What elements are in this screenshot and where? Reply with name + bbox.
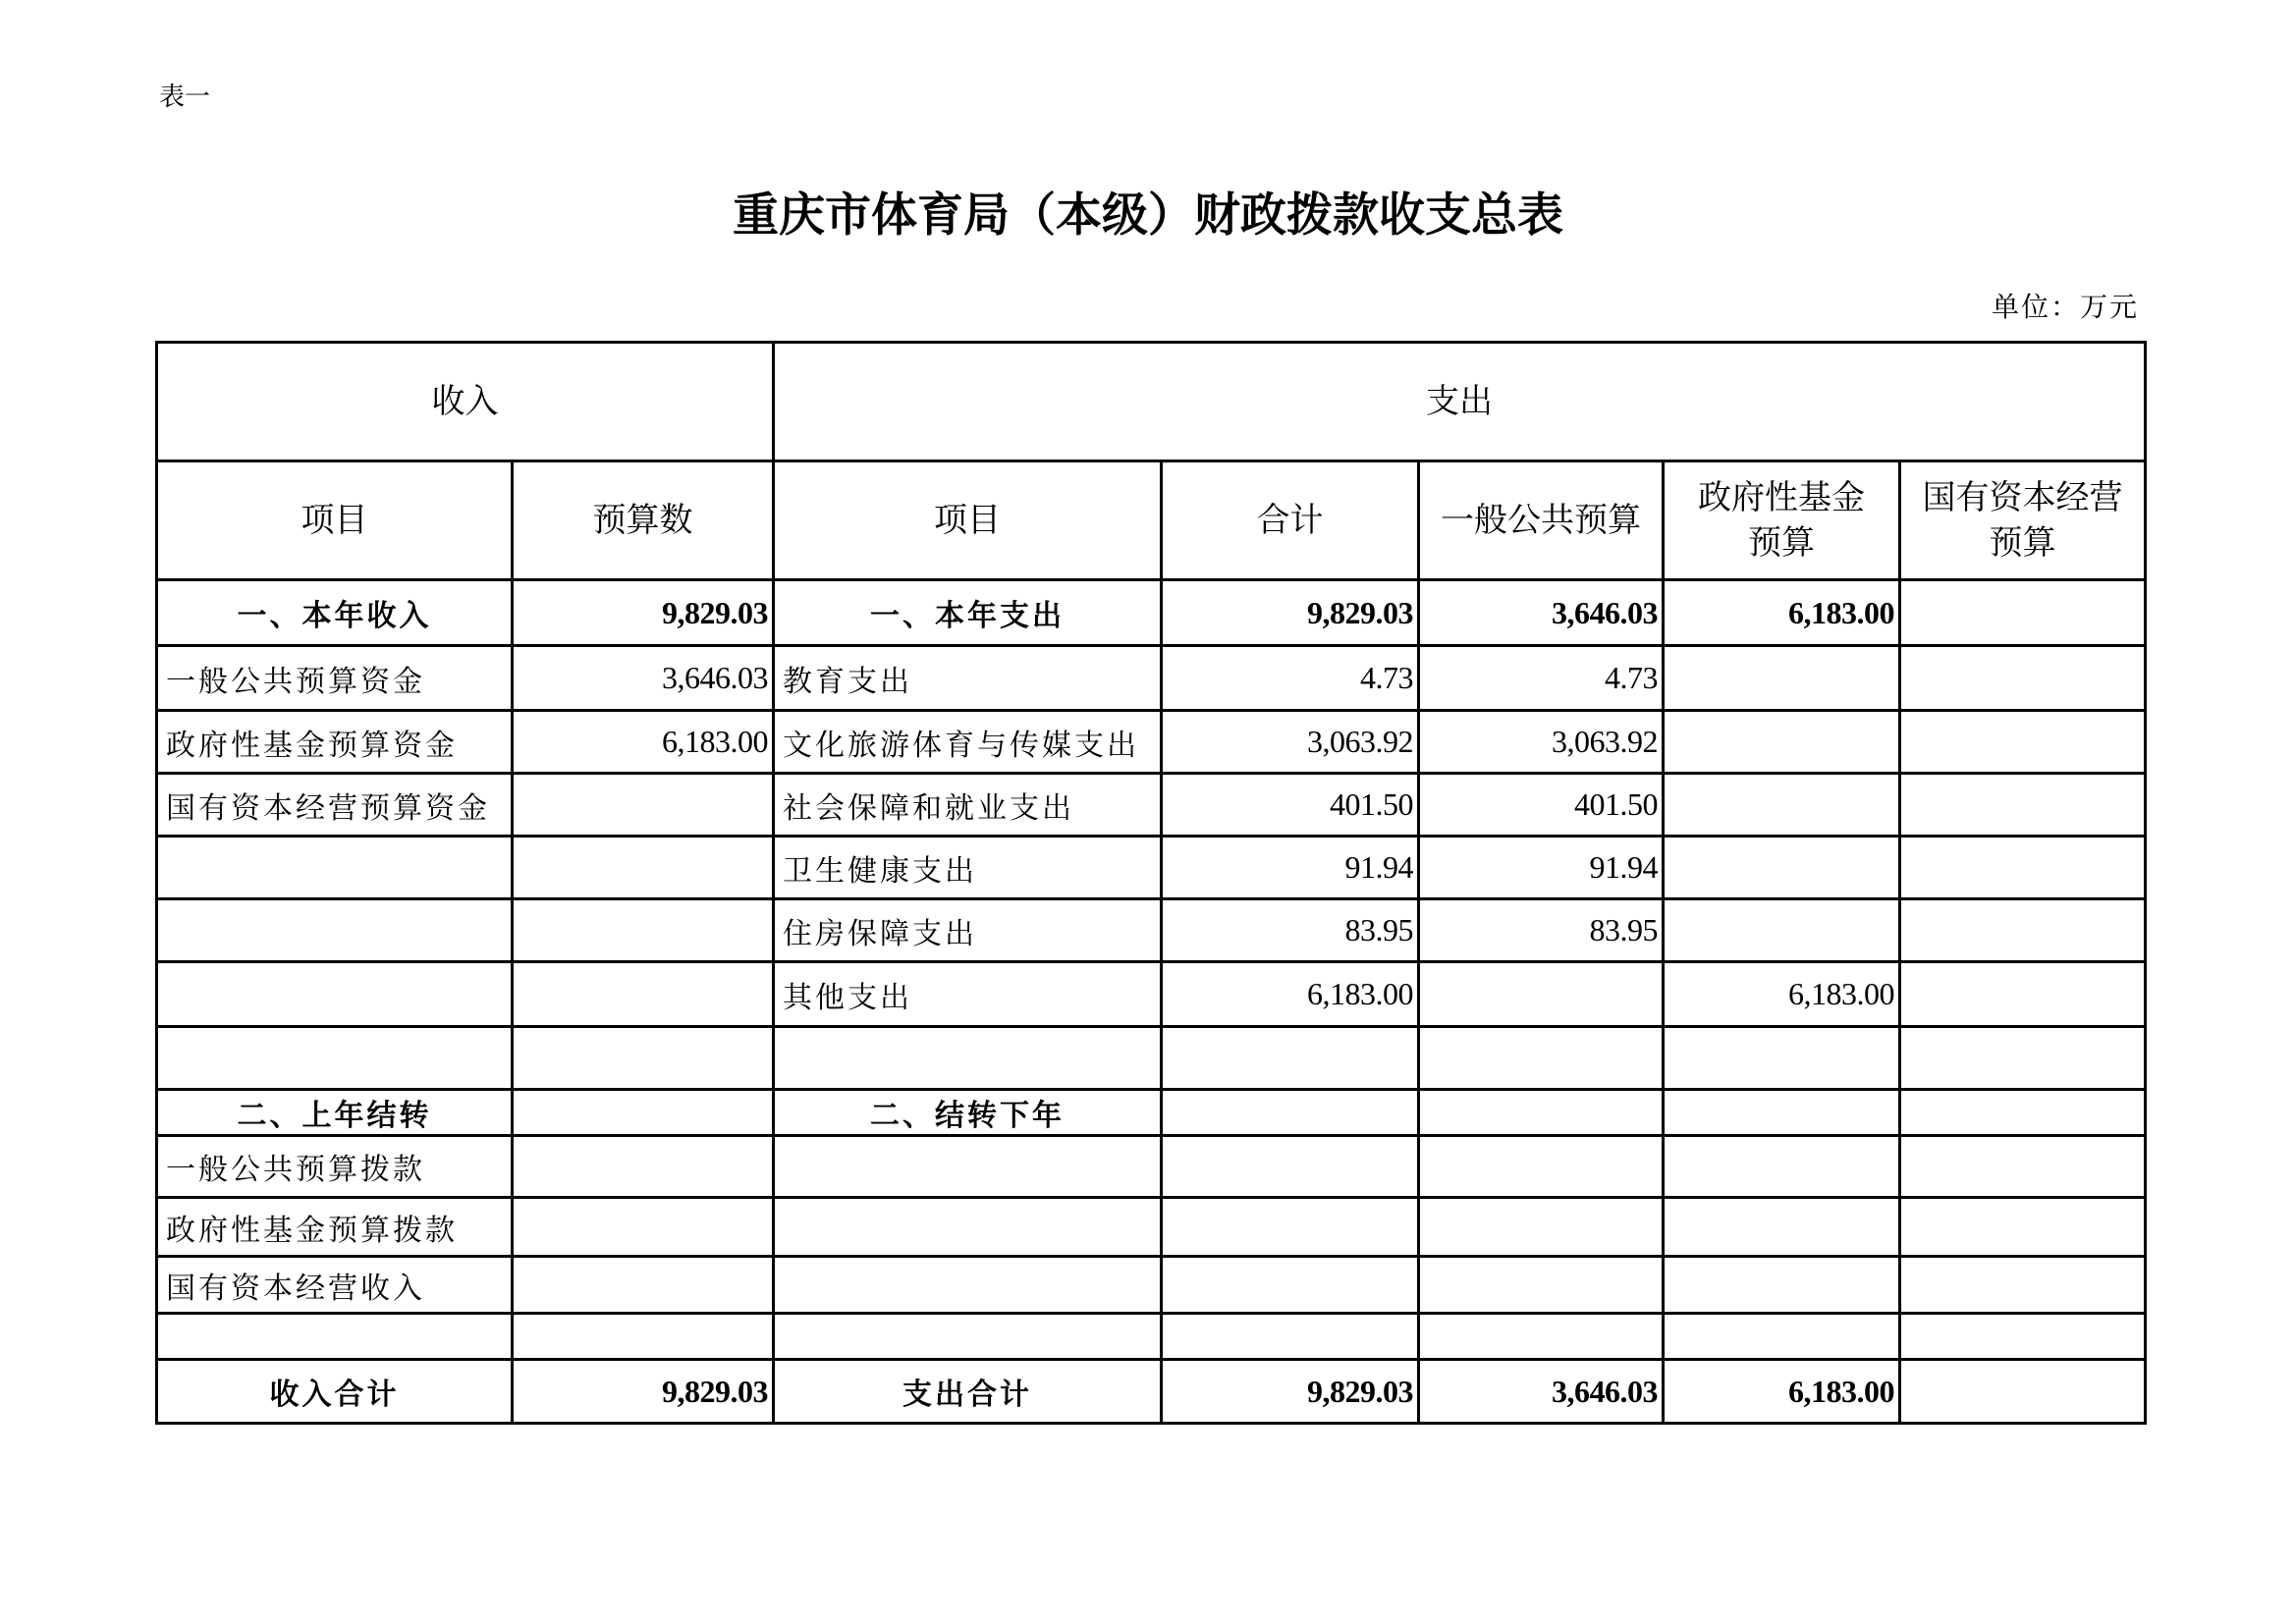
income-budget <box>513 774 774 837</box>
income-item: 一、本年收入 <box>157 580 513 646</box>
gov-fund-total: 6,183.00 <box>1664 1360 1900 1424</box>
gov-fund-value <box>1664 837 1900 899</box>
expense-item: 社会保障和就业支出 <box>774 774 1162 837</box>
fiscal-summary-table <box>155 341 2147 1425</box>
table-label: 表一 <box>159 82 211 112</box>
income-item <box>157 899 513 962</box>
state-capital-value <box>1900 899 2146 962</box>
general-public-value <box>1419 1198 1664 1257</box>
income-budget <box>513 1198 774 1257</box>
table-row <box>157 899 2146 962</box>
income-item: 国有资本经营收入 <box>157 1257 513 1314</box>
expense-total <box>1162 1257 1419 1314</box>
table-row <box>157 774 2146 837</box>
income-item <box>157 962 513 1027</box>
income-budget <box>513 837 774 899</box>
gov-fund-value <box>1664 1027 1900 1090</box>
state-capital-value <box>1900 962 2146 1027</box>
expense-item: 卫生健康支出 <box>774 837 1162 899</box>
expense-item <box>774 1198 1162 1257</box>
table-row <box>157 1198 2146 1257</box>
income-group-header: 收入 <box>157 343 774 461</box>
general-public-total: 3,646.03 <box>1419 1360 1664 1424</box>
table-row <box>157 711 2146 774</box>
income-item <box>157 1314 513 1360</box>
income-item: 政府性基金预算拨款 <box>157 1198 513 1257</box>
col-expense-total: 合计 <box>1162 461 1419 580</box>
gov-fund-value <box>1664 774 1900 837</box>
general-public-value: 83.95 <box>1419 899 1664 962</box>
gov-fund-value <box>1664 1136 1900 1198</box>
state-capital-value <box>1900 580 2146 646</box>
table-row <box>157 1257 2146 1314</box>
income-budget: 3,646.03 <box>513 646 774 711</box>
state-capital-value <box>1900 1027 2146 1090</box>
general-public-value: 91.94 <box>1419 837 1664 899</box>
income-item: 国有资本经营预算资金 <box>157 774 513 837</box>
col-state-capital-line2: 预算 <box>1989 523 2056 563</box>
state-capital-value <box>1900 711 2146 774</box>
table-row-blank <box>157 1027 2146 1090</box>
gov-fund-value: 6,183.00 <box>1664 580 1900 646</box>
expense-item: 一、本年支出 <box>774 580 1162 646</box>
expense-total: 83.95 <box>1162 899 1419 962</box>
income-total-value: 9,829.03 <box>513 1360 774 1424</box>
expense-item: 文化旅游体育与传媒支出 <box>774 711 1162 774</box>
expense-total <box>1162 1136 1419 1198</box>
expense-item <box>774 1314 1162 1360</box>
expense-item: 其他支出 <box>774 962 1162 1027</box>
state-capital-value <box>1900 1314 2146 1360</box>
group-header-row <box>157 343 2146 461</box>
general-public-value: 3,063.92 <box>1419 711 1664 774</box>
table-row <box>157 1090 2146 1136</box>
general-public-value: 4.73 <box>1419 646 1664 711</box>
expense-total: 9,829.03 <box>1162 580 1419 646</box>
gov-fund-value <box>1664 899 1900 962</box>
col-state-capital-line1: 国有资本经营 <box>1922 478 2123 517</box>
expense-total: 3,063.92 <box>1162 711 1419 774</box>
income-budget <box>513 1314 774 1360</box>
general-public-value <box>1419 1257 1664 1314</box>
table-row <box>157 837 2146 899</box>
column-header-row <box>157 461 2146 580</box>
expense-total <box>1162 1198 1419 1257</box>
income-budget <box>513 1257 774 1314</box>
expense-item <box>774 1136 1162 1198</box>
income-budget <box>513 1090 774 1136</box>
income-total-label: 收入合计 <box>157 1360 513 1424</box>
income-budget: 6,183.00 <box>513 711 774 774</box>
col-income-budget: 预算数 <box>513 461 774 580</box>
expense-total <box>1162 1314 1419 1360</box>
general-public-value <box>1419 1136 1664 1198</box>
state-capital-value <box>1900 646 2146 711</box>
income-item: 政府性基金预算资金 <box>157 711 513 774</box>
general-public-value <box>1419 1314 1664 1360</box>
table-row-blank <box>157 1314 2146 1360</box>
table-row <box>157 962 2146 1027</box>
col-general-public: 一般公共预算 <box>1419 461 1664 580</box>
page-title: 重庆市体育局（本级）财政拨款收支总表 <box>733 189 1563 243</box>
state-capital-value <box>1900 1198 2146 1257</box>
income-item <box>157 1027 513 1090</box>
income-item: 一般公共预算资金 <box>157 646 513 711</box>
state-capital-value <box>1900 774 2146 837</box>
state-capital-value <box>1900 1257 2146 1314</box>
expense-total-label: 支出合计 <box>774 1360 1162 1424</box>
expense-item: 二、结转下年 <box>774 1090 1162 1136</box>
income-item: 二、上年结转 <box>157 1090 513 1136</box>
gov-fund-value <box>1664 1314 1900 1360</box>
general-public-value <box>1419 1027 1664 1090</box>
expense-total <box>1162 1090 1419 1136</box>
income-budget <box>513 1136 774 1198</box>
expense-total <box>1162 1027 1419 1090</box>
gov-fund-value <box>1664 1090 1900 1136</box>
income-budget <box>513 1027 774 1090</box>
gov-fund-value <box>1664 1198 1900 1257</box>
unit-label: 单位：万元 <box>1991 291 2139 323</box>
income-budget <box>513 899 774 962</box>
gov-fund-value <box>1664 1257 1900 1314</box>
col-gov-fund-line2: 预算 <box>1748 523 1815 563</box>
income-budget: 9,829.03 <box>513 580 774 646</box>
income-item: 一般公共预算拨款 <box>157 1136 513 1198</box>
col-state-capital <box>1900 461 2146 580</box>
expense-item <box>774 1027 1162 1090</box>
income-budget <box>513 962 774 1027</box>
general-public-value <box>1419 962 1664 1027</box>
state-capital-value <box>1900 1136 2146 1198</box>
general-public-value <box>1419 1090 1664 1136</box>
expense-total: 91.94 <box>1162 837 1419 899</box>
gov-fund-value <box>1664 711 1900 774</box>
totals-row <box>157 1360 2146 1424</box>
expense-total-value: 9,829.03 <box>1162 1360 1419 1424</box>
expense-total: 6,183.00 <box>1162 962 1419 1027</box>
expense-total: 401.50 <box>1162 774 1419 837</box>
col-income-item: 项目 <box>157 461 513 580</box>
state-capital-value <box>1900 1090 2146 1136</box>
gov-fund-value <box>1664 646 1900 711</box>
col-expense-item: 项目 <box>774 461 1162 580</box>
gov-fund-value: 6,183.00 <box>1664 962 1900 1027</box>
col-gov-fund <box>1664 461 1900 580</box>
expense-item: 住房保障支出 <box>774 899 1162 962</box>
col-gov-fund-line1: 政府性基金 <box>1698 478 1865 517</box>
general-public-value: 401.50 <box>1419 774 1664 837</box>
expense-total: 4.73 <box>1162 646 1419 711</box>
general-public-value: 3,646.03 <box>1419 580 1664 646</box>
expense-item: 教育支出 <box>774 646 1162 711</box>
expense-group-header: 支出 <box>774 343 2146 461</box>
state-capital-value <box>1900 837 2146 899</box>
expense-item <box>774 1257 1162 1314</box>
table-row <box>157 1136 2146 1198</box>
income-item <box>157 837 513 899</box>
table-row <box>157 580 2146 646</box>
table-row <box>157 646 2146 711</box>
state-capital-total <box>1900 1360 2146 1424</box>
